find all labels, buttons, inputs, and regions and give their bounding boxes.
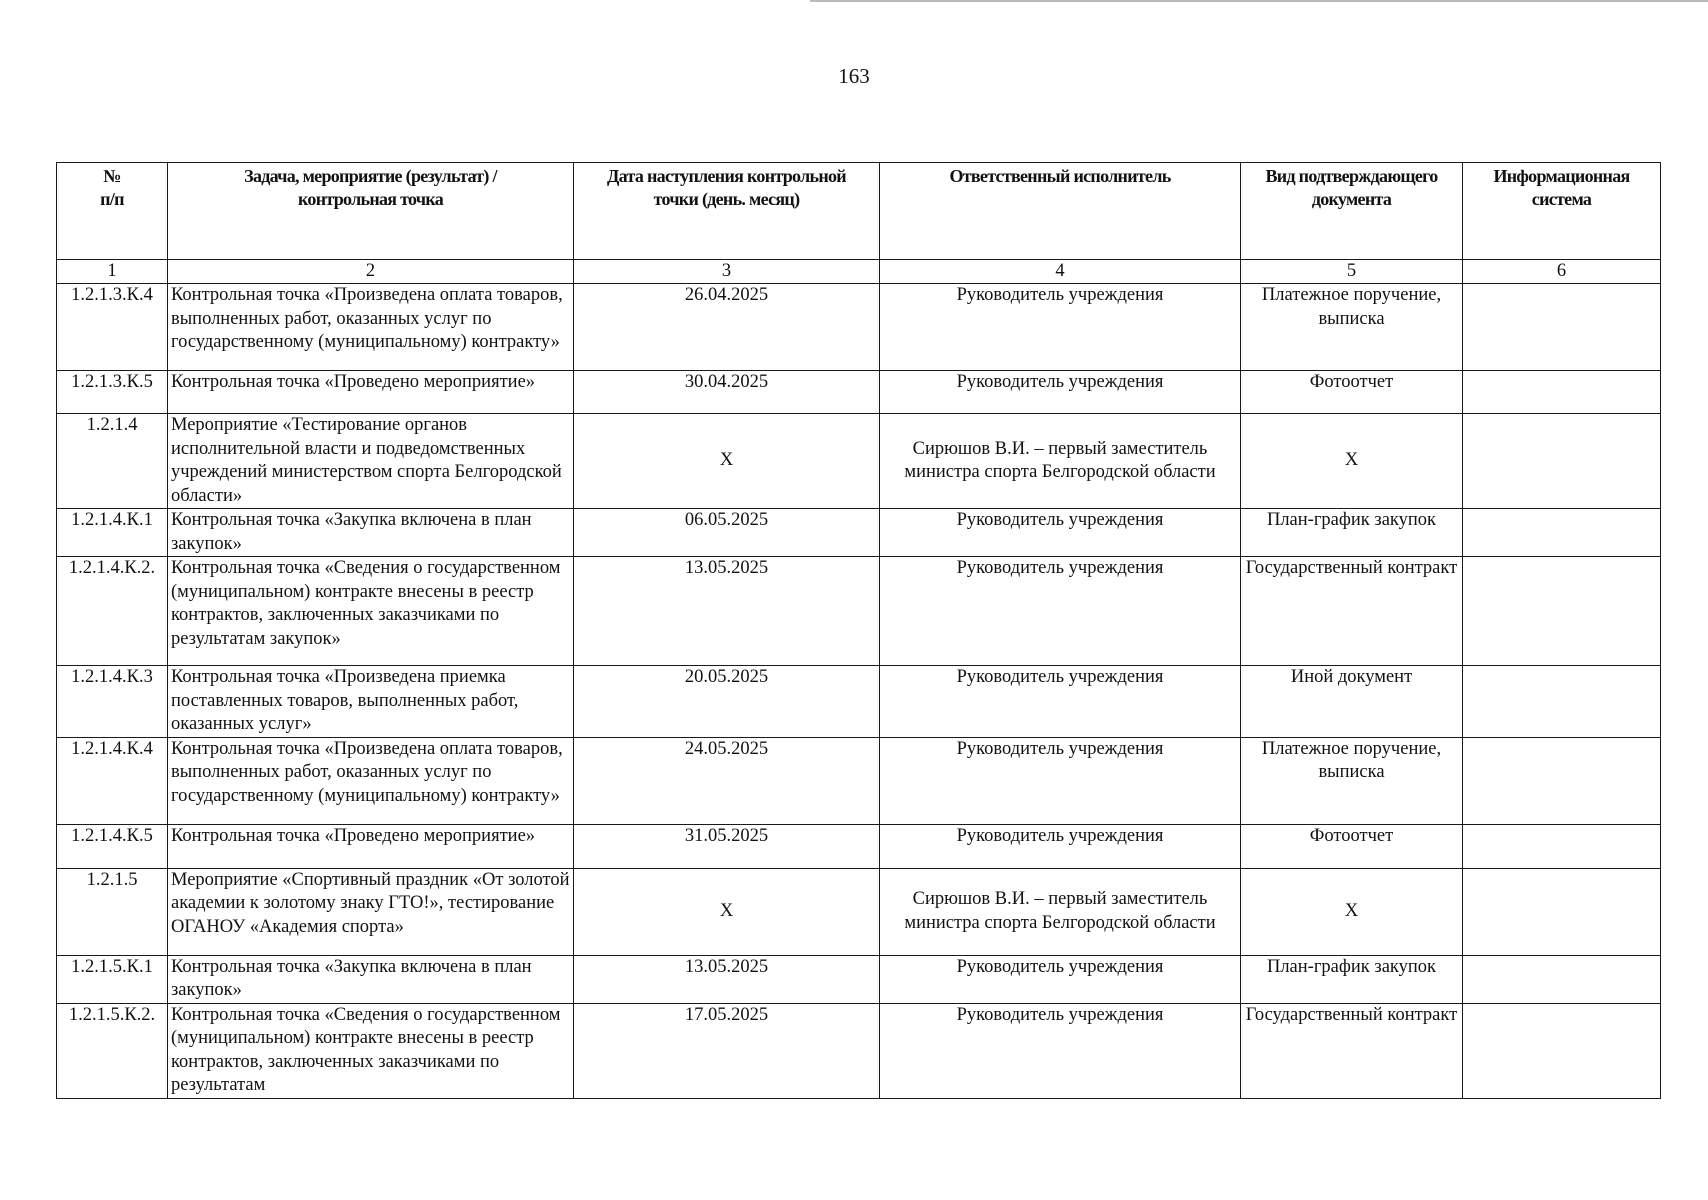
- scan-edge-line: [810, 0, 1708, 2]
- table-row: [57, 824, 1661, 868]
- column-number: 5: [1241, 260, 1463, 284]
- row-task: Контрольная точка «Произведена оплата товаров, выполненных работ, оказанных услуг по государственному (муниципальному) контракту»: [168, 284, 574, 371]
- control-points-table: [56, 162, 1661, 1099]
- row-task: Контрольная точка «Проведено мероприятие»: [168, 824, 574, 868]
- row-task: Контрольная точка «Произведена оплата товаров, выполненных работ, оказанных услуг по государственному (муниципальному) контракту»: [168, 737, 574, 824]
- row-number: 1.2.1.4.К.2.: [57, 557, 168, 666]
- row-task: Контрольная точка «Закупка включена в план закупок»: [168, 509, 574, 557]
- row-date: 30.04.2025: [574, 371, 880, 414]
- row-document: Государственный контракт: [1241, 557, 1463, 666]
- column-number: 2: [168, 260, 574, 284]
- row-task: Мероприятие «Тестирование органов исполнительной власти и подведомственных учреждений министерством спорта Белгородской области»: [168, 414, 574, 509]
- row-responsible: Руководитель учреждения: [880, 955, 1241, 1003]
- row-system: [1463, 955, 1661, 1003]
- row-number: 1.2.1.5.К.2.: [57, 1003, 168, 1098]
- row-responsible: Сирюшов В.И. – первый заместитель министра спорта Белгородской области: [880, 868, 1241, 955]
- header-responsible: Ответственный исполнитель: [880, 163, 1241, 260]
- column-number-row: [57, 260, 1661, 284]
- row-number: 1.2.1.4: [57, 414, 168, 509]
- row-number: 1.2.1.5: [57, 868, 168, 955]
- row-responsible: Руководитель учреждения: [880, 284, 1241, 371]
- row-date: 20.05.2025: [574, 666, 880, 738]
- row-task: Контрольная точка «Закупка включена в план закупок»: [168, 955, 574, 1003]
- row-responsible: Руководитель учреждения: [880, 557, 1241, 666]
- row-document: Фотоотчет: [1241, 371, 1463, 414]
- header-document: Вид подтверждающего документа: [1241, 163, 1463, 260]
- row-date: 26.04.2025: [574, 284, 880, 371]
- row-date: 13.05.2025: [574, 557, 880, 666]
- table-row: [57, 509, 1661, 557]
- row-document: Государственный контракт: [1241, 1003, 1463, 1098]
- row-number: 1.2.1.5.К.1: [57, 955, 168, 1003]
- row-date: 31.05.2025: [574, 824, 880, 868]
- row-responsible: Руководитель учреждения: [880, 824, 1241, 868]
- page-number: 163: [838, 64, 870, 88]
- row-system: [1463, 557, 1661, 666]
- header-date: Дата наступления контрольной точки (день. месяц): [574, 163, 880, 260]
- row-date: 17.05.2025: [574, 1003, 880, 1098]
- table-row: [57, 284, 1661, 371]
- row-system: [1463, 414, 1661, 509]
- row-system: [1463, 1003, 1661, 1098]
- row-responsible: Руководитель учреждения: [880, 737, 1241, 824]
- row-responsible: Руководитель учреждения: [880, 509, 1241, 557]
- row-task: Мероприятие «Спортивный праздник «От золотой академии к золотому знаку ГТО!», тестирование ОГАНОУ «Академия спорта»: [168, 868, 574, 955]
- row-task: Контрольная точка «Сведения о государственном (муниципальном) контракте внесены в реестр контрактов, заключенных заказчиками по результатам закупок»: [168, 557, 574, 666]
- row-responsible: Сирюшов В.И. – первый заместитель министра спорта Белгородской области: [880, 414, 1241, 509]
- table-row: [57, 371, 1661, 414]
- header-row: [57, 163, 1661, 260]
- row-document: Иной документ: [1241, 666, 1463, 738]
- header-task: Задача, мероприятие (результат) / контрольная точка: [168, 163, 574, 260]
- row-number: 1.2.1.3.К.4: [57, 284, 168, 371]
- table-row: [57, 737, 1661, 824]
- row-date: 13.05.2025: [574, 955, 880, 1003]
- row-document: Платежное поручение, выписка: [1241, 737, 1463, 824]
- row-system: [1463, 284, 1661, 371]
- row-number: 1.2.1.4.К.5: [57, 824, 168, 868]
- row-number: 1.2.1.4.К.3: [57, 666, 168, 738]
- row-system: [1463, 666, 1661, 738]
- column-number: 1: [57, 260, 168, 284]
- row-task: Контрольная точка «Сведения о государственном (муниципальном) контракте внесены в реестр контрактов, заключенных заказчиками по результатам: [168, 1003, 574, 1098]
- row-document: План-график закупок: [1241, 509, 1463, 557]
- column-number: 6: [1463, 260, 1661, 284]
- column-number: 3: [574, 260, 880, 284]
- row-document: Платежное поручение, выписка: [1241, 284, 1463, 371]
- table-row: [57, 666, 1661, 738]
- row-task: Контрольная точка «Проведено мероприятие»: [168, 371, 574, 414]
- header-system: Информационная система: [1463, 163, 1661, 260]
- row-number: 1.2.1.4.К.4: [57, 737, 168, 824]
- table-row: [57, 1003, 1661, 1098]
- row-number: 1.2.1.4.К.1: [57, 509, 168, 557]
- row-document: Х: [1241, 414, 1463, 509]
- table-row: [57, 414, 1661, 509]
- table-row: [57, 868, 1661, 955]
- row-document: Фотоотчет: [1241, 824, 1463, 868]
- row-responsible: Руководитель учреждения: [880, 1003, 1241, 1098]
- row-responsible: Руководитель учреждения: [880, 371, 1241, 414]
- row-number: 1.2.1.3.К.5: [57, 371, 168, 414]
- row-document: План-график закупок: [1241, 955, 1463, 1003]
- table-row: [57, 557, 1661, 666]
- row-system: [1463, 371, 1661, 414]
- table-row: [57, 955, 1661, 1003]
- row-system: [1463, 737, 1661, 824]
- column-number: 4: [880, 260, 1241, 284]
- row-responsible: Руководитель учреждения: [880, 666, 1241, 738]
- row-document: Х: [1241, 868, 1463, 955]
- header-number: № п/п: [57, 163, 168, 260]
- row-date: 24.05.2025: [574, 737, 880, 824]
- row-system: [1463, 509, 1661, 557]
- row-date: 06.05.2025: [574, 509, 880, 557]
- row-system: [1463, 824, 1661, 868]
- row-system: [1463, 868, 1661, 955]
- row-task: Контрольная точка «Произведена приемка поставленных товаров, выполненных работ, оказанных услуг»: [168, 666, 574, 738]
- row-date: Х: [574, 868, 880, 955]
- row-date: Х: [574, 414, 880, 509]
